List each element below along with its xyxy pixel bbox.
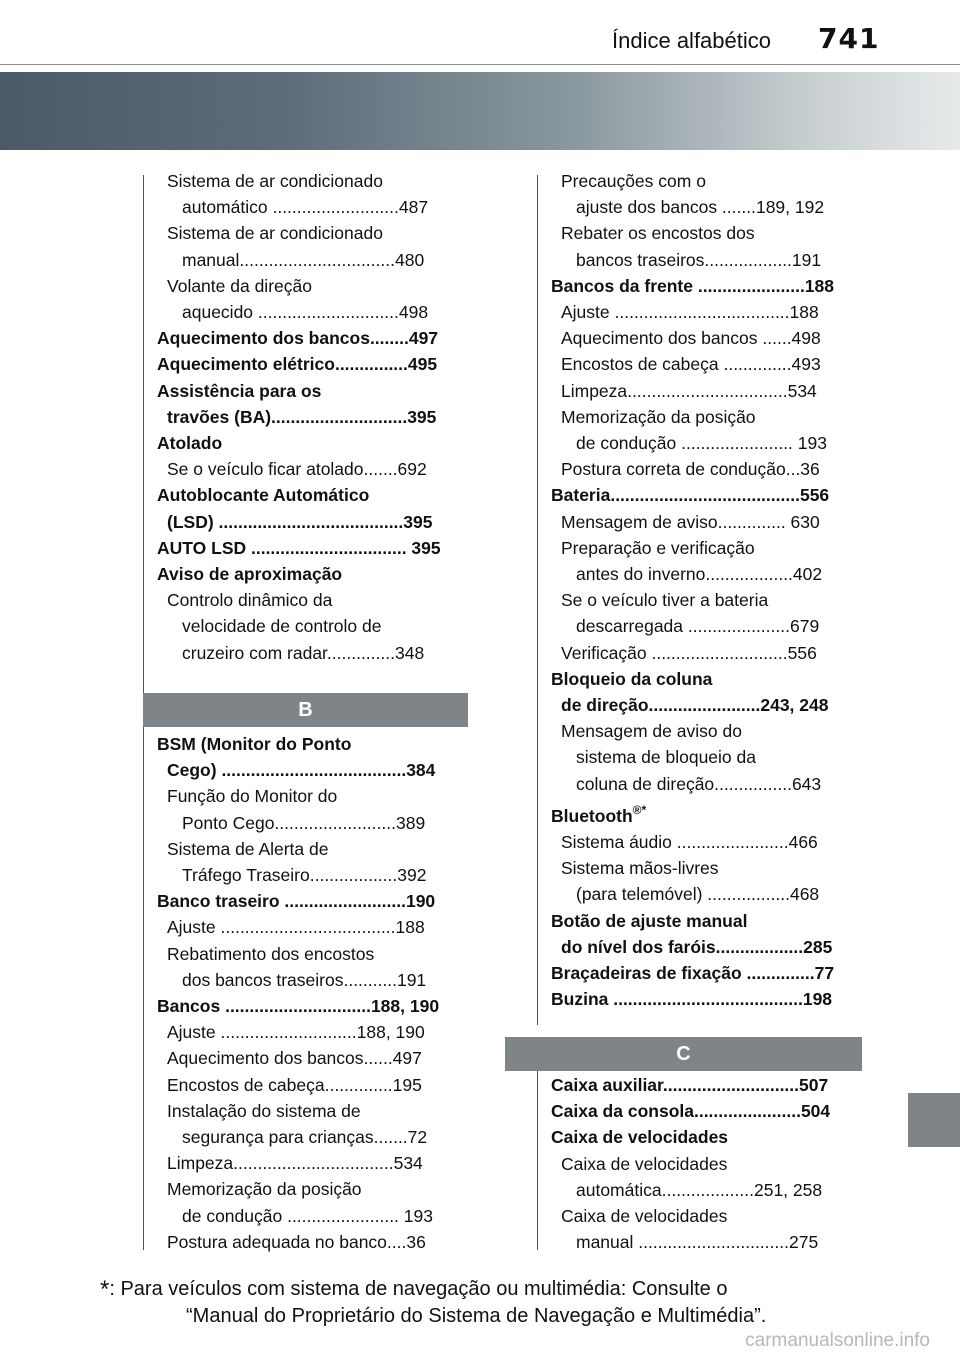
index-entry-text: Banco traseiro .........................190 — [157, 891, 436, 912]
index-entry-text: AUTO LSD ................................ 395 — [157, 537, 441, 558]
index-entry-text: Bancos ..............................188, 190 — [157, 996, 440, 1017]
index-entry — [157, 430, 477, 456]
index-entry-text: Botão de ajuste manual — [551, 910, 748, 931]
index-entry — [157, 888, 477, 914]
index-entry — [551, 1124, 871, 1150]
index-entry-text: Caixa de velocidades — [561, 1153, 728, 1174]
index-entry-text: sistema de bloqueio da — [576, 747, 756, 768]
index-entry-text: Memorização da posição — [167, 1179, 362, 1200]
index-entry — [551, 1177, 871, 1203]
index-entry-text: (para telemóvel) .................468 — [576, 884, 820, 905]
index-entry-text: cruzeiro com radar..............348 — [182, 642, 425, 663]
index-entry-text: Aquecimento elétrico...............495 — [157, 354, 438, 375]
index-entry — [157, 1176, 477, 1202]
index-entry-text: Bancos da frente ......................188 — [551, 275, 835, 296]
index-entry-text: Buzina .......................................198 — [551, 989, 833, 1010]
index-entry — [157, 810, 477, 836]
index-entry — [551, 960, 871, 986]
index-entry-text: Aquecimento dos bancos........497 — [157, 328, 439, 349]
index-entry-text: Caixa da consola......................504 — [551, 1101, 831, 1122]
thumb-index-tab — [908, 1093, 960, 1147]
index-entry — [157, 168, 477, 194]
index-entry — [551, 247, 871, 273]
index-entry — [551, 168, 871, 194]
index-entry-text: Encostos de cabeça..............195 — [167, 1074, 422, 1095]
index-entry-text: (LSD) ......................................395 — [167, 511, 433, 532]
right-column-rule-c — [537, 1070, 538, 1250]
index-entry — [551, 1098, 871, 1124]
index-entry-text: BSM (Monitor do Ponto — [157, 734, 352, 754]
index-entry — [157, 640, 477, 666]
index-entry — [157, 914, 477, 940]
index-entry-text: Volante da direção — [167, 275, 312, 296]
index-entry — [551, 855, 871, 881]
section-letter-b: B — [143, 693, 468, 727]
index-entry-text: Caixa de velocidades — [561, 1206, 728, 1227]
index-entry — [551, 797, 871, 829]
index-entry — [157, 967, 477, 993]
index-entry-text: de condução ....................... 193 — [576, 433, 827, 454]
index-entry — [157, 299, 477, 325]
index-entry — [551, 587, 871, 613]
index-entry-text: Limpeza.................................534 — [561, 380, 817, 401]
index-entry — [551, 613, 871, 639]
index-entry — [157, 1098, 477, 1124]
index-entry — [551, 908, 871, 934]
index-entry — [157, 862, 477, 888]
right-column-rule — [537, 175, 538, 1025]
index-entry-text: de direção.......................243, 248 — [561, 695, 829, 716]
index-entry — [157, 404, 477, 430]
index-entry — [551, 1151, 871, 1177]
footnote — [100, 1276, 890, 1330]
index-entry-text: de condução ....................... 193 — [182, 1205, 433, 1226]
index-entry — [551, 509, 871, 535]
index-section-c — [551, 1072, 871, 1255]
index-entry — [551, 771, 871, 797]
index-entry — [551, 934, 871, 960]
index-entry — [157, 1150, 477, 1176]
index-entry-text: Rebatimento dos encostos — [167, 943, 375, 964]
index-entry-text: Precauções com o — [561, 171, 706, 191]
index-entry-text: Sistema de ar condicionado — [167, 223, 383, 244]
index-entry — [157, 1072, 477, 1098]
index-entry — [157, 731, 477, 757]
index-entry — [551, 666, 871, 692]
index-entry — [157, 482, 477, 508]
index-entry-text: travões (BA)............................395 — [167, 406, 437, 427]
index-entry-text: Caixa de velocidades — [551, 1127, 729, 1148]
index-entry — [157, 993, 477, 1019]
index-section-b — [157, 731, 477, 1255]
index-entry — [157, 325, 477, 351]
index-entry-text: Cego) ......................................384 — [167, 760, 436, 781]
index-entry — [157, 509, 477, 535]
left-column-rule-b — [143, 727, 144, 1250]
index-entry — [157, 1229, 477, 1255]
page-number: 741 — [818, 22, 880, 55]
index-entry — [551, 378, 871, 404]
section-letter-c: C — [505, 1037, 862, 1071]
index-entry-text: dos bancos traseiros...........191 — [182, 969, 427, 990]
index-entry — [551, 692, 871, 718]
index-entry-text: Mensagem de aviso.............. 630 — [561, 511, 820, 532]
index-column-right — [551, 168, 871, 1013]
index-entry — [551, 430, 871, 456]
index-entry — [157, 941, 477, 967]
index-entry — [551, 273, 871, 299]
index-entry-text: Memorização da posição — [561, 406, 756, 427]
index-entry — [551, 535, 871, 561]
index-entry — [157, 836, 477, 862]
index-entry — [157, 535, 477, 561]
index-entry-text: segurança para crianças.......72 — [182, 1127, 428, 1148]
index-entry-text: Verificação ............................556 — [561, 642, 817, 663]
index-entry — [157, 561, 477, 587]
index-entry — [157, 456, 477, 482]
index-entry-text: velocidade de controlo de — [182, 616, 382, 637]
index-entry-text: Assistência para os — [157, 380, 322, 401]
footnote-line-1: : Para veículos com sistema de navegação ou multimédia: Consulte o — [109, 1278, 728, 1300]
index-entry — [157, 783, 477, 809]
index-entry-text: Instalação do sistema de — [167, 1100, 361, 1121]
index-entry-text: Se o veículo ficar atolado.......692 — [167, 459, 427, 480]
index-entry — [551, 220, 871, 246]
index-entry-text: Se o veículo tiver a bateria — [561, 590, 769, 611]
index-entry-text: Postura correta de condução...36 — [561, 459, 820, 480]
index-entry — [551, 1229, 871, 1255]
index-entry-text: Sistema mãos-livres — [561, 858, 719, 879]
index-entry-text: Ponto Cego.........................389 — [182, 812, 426, 833]
index-entry-text: Postura adequada no banco....36 — [167, 1231, 426, 1252]
index-entry-text: antes do inverno..................402 — [576, 564, 823, 585]
index-entry — [551, 194, 871, 220]
index-entry-text: coluna de direção................643 — [576, 773, 822, 794]
index-entry-text: Sistema de ar condicionado — [167, 171, 383, 191]
index-entry-text: Ajuste ....................................188 — [167, 917, 425, 938]
index-entry-text: Bloqueio da coluna — [551, 668, 713, 689]
index-entry — [551, 718, 871, 744]
index-entry-text: automática...................251, 258 — [576, 1179, 823, 1200]
index-entry — [157, 351, 477, 377]
index-entry — [157, 757, 477, 783]
index-entry — [157, 587, 477, 613]
index-entry-text: Função do Monitor do — [167, 786, 338, 807]
index-entry-text: Aviso de aproximação — [157, 564, 343, 585]
index-entry-text: Limpeza.................................534 — [167, 1153, 423, 1174]
index-entry-text: Aquecimento dos bancos ......498 — [561, 328, 821, 349]
index-entry-text: bancos traseiros..................191 — [576, 249, 822, 270]
index-entry — [551, 325, 871, 351]
footnote-line-2: “Manual do Proprietário do Sistema de Navegação e Multimédia”. — [186, 1305, 767, 1327]
index-entry — [157, 378, 477, 404]
index-entry — [157, 1045, 477, 1071]
index-entry — [551, 299, 871, 325]
index-entry — [157, 247, 477, 273]
index-entry-text: manual ...............................275 — [576, 1232, 819, 1253]
index-entry — [157, 613, 477, 639]
index-entry-text: descarregada .....................679 — [576, 616, 820, 637]
index-entry-text: Tráfego Traseiro..................392 — [182, 865, 427, 886]
index-entry — [551, 1072, 871, 1098]
index-entry-text: ajuste dos bancos .......189, 192 — [576, 197, 825, 218]
index-entry-text: Bateria.......................................556 — [551, 485, 830, 506]
index-entry-text: manual................................480 — [182, 249, 425, 270]
index-entry-text: Sistema de Alerta de — [167, 838, 329, 859]
watermark: carmanualsonline.info — [745, 1330, 930, 1351]
index-entry-text: Caixa auxiliar............................507 — [551, 1075, 829, 1095]
index-entry — [551, 881, 871, 907]
index-entry-text: aquecido .............................498 — [182, 302, 429, 323]
index-entry — [551, 744, 871, 770]
index-entry — [551, 829, 871, 855]
index-entry — [157, 194, 477, 220]
index-entry — [157, 1203, 477, 1229]
index-entry-text: Encostos de cabeça ..............493 — [561, 354, 821, 375]
index-entry-text: Controlo dinâmico da — [167, 590, 333, 611]
index-entry-text: Atolado — [157, 433, 223, 454]
left-column-rule — [143, 175, 144, 693]
index-entry — [157, 1124, 477, 1150]
section-title: Índice alfabético — [612, 28, 771, 53]
index-entry — [551, 482, 871, 508]
index-entry — [157, 1019, 477, 1045]
index-entry — [551, 1203, 871, 1229]
registered-mark: ®* — [632, 802, 647, 817]
index-entry — [157, 220, 477, 246]
index-entry — [551, 351, 871, 377]
index-entry-text: Sistema áudio .......................466 — [561, 832, 818, 853]
index-entry-text: Ajuste ....................................188 — [561, 302, 819, 323]
index-entry-text: Preparação e verificação — [561, 537, 755, 558]
index-entry-text: do nível dos faróis..................285 — [561, 936, 833, 957]
index-entry — [551, 404, 871, 430]
index-entry — [551, 986, 871, 1012]
index-entry-text: Aquecimento dos bancos......497 — [167, 1048, 422, 1069]
index-entry-text: Ajuste ............................188, 190 — [167, 1022, 425, 1043]
index-entry — [551, 561, 871, 587]
index-entry-text: Autoblocante Automático — [157, 485, 370, 506]
index-entry-text: Bluetooth — [551, 805, 633, 826]
index-entry — [157, 273, 477, 299]
index-entry-text: automático ..........................487 — [182, 197, 429, 218]
header-banner — [0, 72, 960, 150]
index-entry — [551, 640, 871, 666]
header-rule — [0, 64, 960, 65]
index-column-left — [157, 168, 477, 666]
index-entry-text: Braçadeiras de fixação ..............77 — [551, 963, 835, 984]
footnote-marker: * — [100, 1276, 110, 1303]
index-entry — [551, 456, 871, 482]
index-entry-text: Rebater os encostos dos — [561, 223, 755, 244]
index-entry-text: Mensagem de aviso do — [561, 721, 742, 742]
